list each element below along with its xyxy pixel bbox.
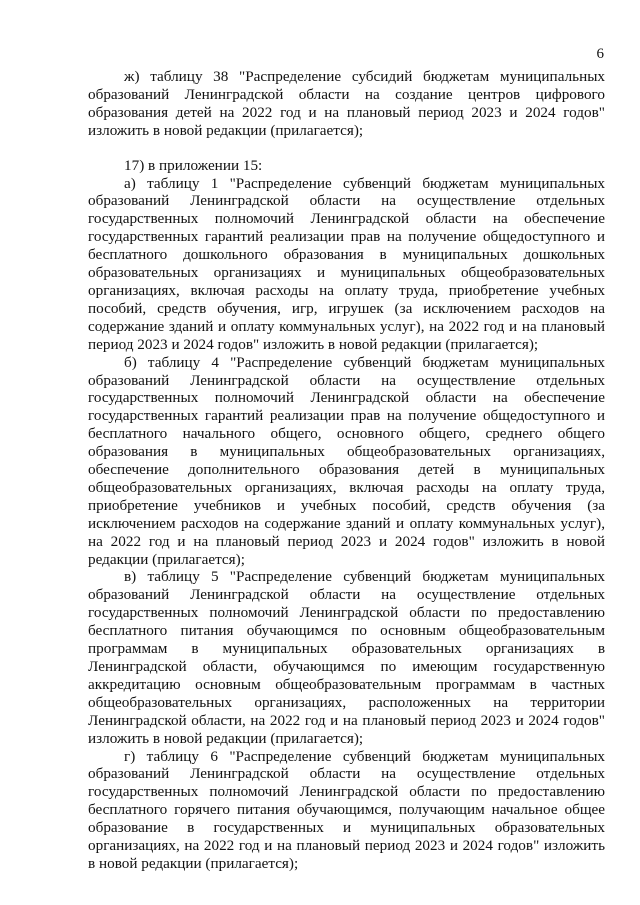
paragraph-gap — [88, 140, 605, 157]
paragraph-table-6: г) таблицу 6 "Распределение субвенций бюджетам муниципальных образований Ленинградской области на осуществление отдельных государственных полномочий Ленинградской области по предоставлению бесплатного горячего питания обучающимся, получающим начальное общее образование в государственных и муниципальных образовательных организациях, на 2022 год и на плановый период 2023 и 2024 годов" изложить в новой редакции (прилагается); — [88, 747, 605, 872]
paragraph-table-38: ж) таблицу 38 "Распределение субсидий бюджетам муниципальных образований Ленинградской области на создание центров цифрового образования детей на 2022 год и на плановый период 2023 и 2024 годов" изложить в новой редакции (прилагается); — [88, 68, 605, 139]
paragraph-table-4: б) таблицу 4 "Распределение субвенций бюджетам муниципальных образований Ленинградской области на осуществление отдельных государственных полномочий Ленинградской области на обеспечение государственных гарантий реализации прав на получение общедоступного и бесплатного начального общего, основного общего, среднего общего образования в муниципальных общеобразовательных организациях, обеспечение дополнительного образования детей в муниципальных общеобразовательных организациях, включая расходы на оплату труда, приобретение учебников и учебных пособий, средств обучения (за исключением расходов на содержание зданий и оплату коммунальных услуг), на 2022 год и на плановый период 2023 и 2024 годов" изложить в новой редакции (прилагается); — [88, 353, 605, 568]
paragraph-appendix-15: 17) в приложении 15: — [124, 156, 263, 174]
paragraph-table-5: в) таблицу 5 "Распределение субвенций бюджетам муниципальных образований Ленинградской области на осуществление отдельных государственных полномочий Ленинградской области по предоставлению бесплатного питания обучающимся по основным общеобразовательным программам в муниципальных образовательных организациях в Ленинградской области, обучающимся по имеющим государственную аккредитацию основным общеобразовательным программам в частных общеобразовательных организациях, расположенных на территории Ленинградской области, на 2022 год и на плановый период 2023 и 2024 годов" изложить в новой редакции (прилагается); — [88, 568, 605, 747]
paragraph-table-1: а) таблицу 1 "Распределение субвенций бюджетам муниципальных образований Ленинградской области на осуществление отдельных государственных полномочий Ленинградской области на обеспечение государственных гарантий реализации прав на получение общедоступного и бесплатного дошкольного образования в муниципальных дошкольных образовательных организациях и муниципальных общеобразовательных организациях, включая расходы на оплату труда, приобретение учебных пособий, средств обучения, игр, игрушек (за исключением расходов на содержание зданий и оплату коммунальных услуг), на 2022 год и на плановый период 2023 и 2024 годов" изложить в новой редакции (прилагается); — [88, 174, 605, 353]
document-body — [88, 68, 605, 873]
page-number: 6 — [596, 46, 604, 62]
